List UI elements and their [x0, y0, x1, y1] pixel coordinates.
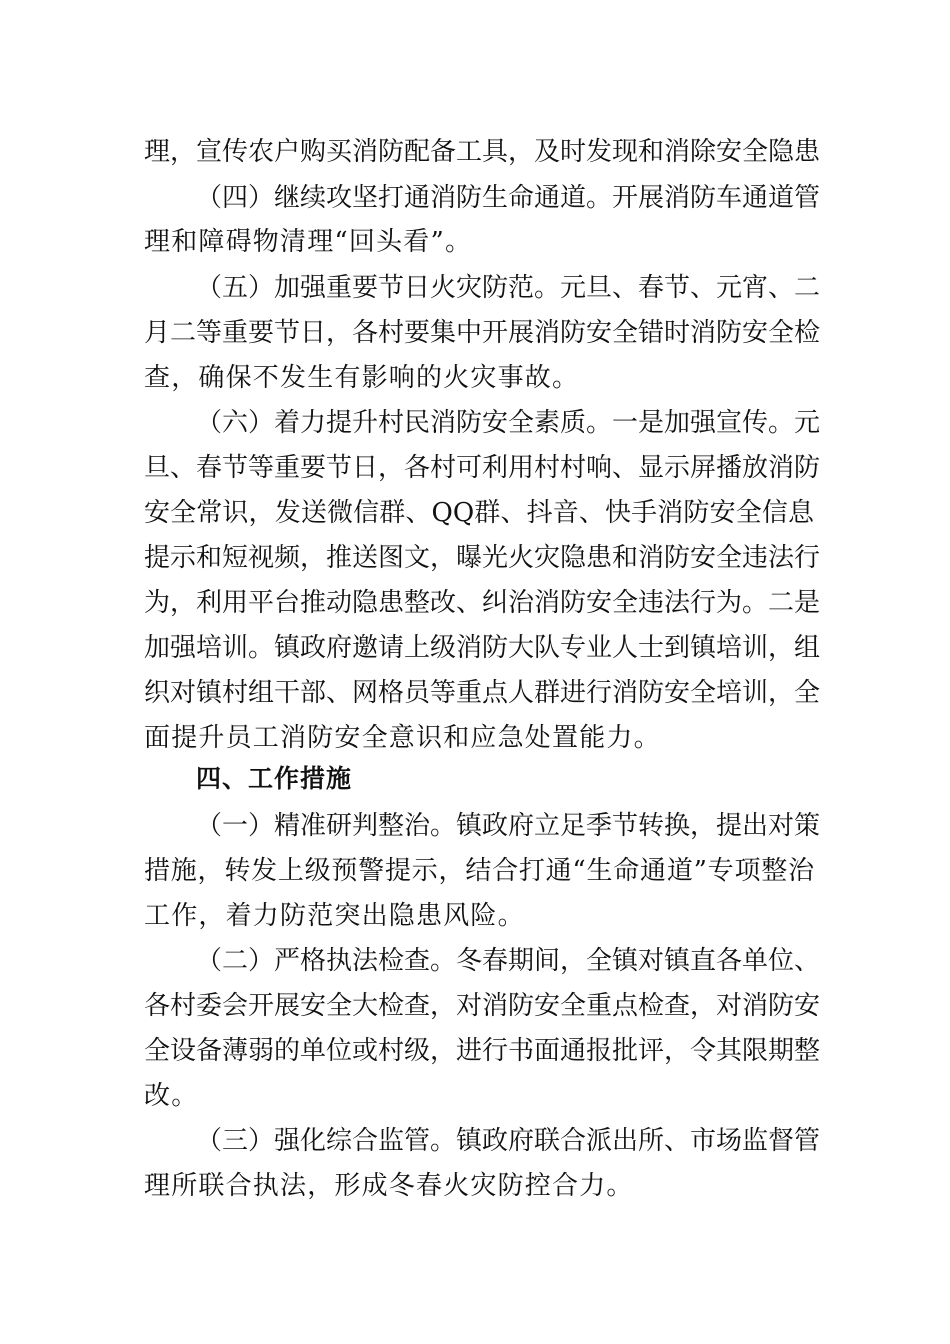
text-line: 理所联合执法，形成冬春火灾防控合力。 — [144, 1171, 634, 1201]
text-line: 各村委会开展安全大检查，对消防安全重点检查，对消防安 — [144, 991, 821, 1021]
text-line: 面提升员工消防安全意识和应急处置能力。 — [144, 723, 661, 753]
text-line: （一）精准研判整治。镇政府立足季节转换，提出对策 — [196, 811, 821, 841]
text-line: 全设备薄弱的单位或村级，进行书面通报批评，令其限期整 — [144, 1036, 821, 1066]
text-line: 理，宣传农户购买消防配备工具，及时发现和消除安全隐患 — [144, 137, 821, 167]
text-line: 织对镇村组干部、网格员等重点人群进行消防安全培训，全 — [144, 678, 821, 708]
text-line: 为，利用平台推动隐患整改、纠治消防安全违法行为。二是 — [144, 588, 821, 618]
text-line: 安全常识，发送微信群、QQ群、抖音、快手消防安全信息 — [144, 498, 814, 528]
text-line: 加强培训。镇政府邀请上级消防大队专业人士到镇培训，组 — [144, 633, 821, 663]
text-line: 理和障碍物清理“回头看”。 — [144, 227, 473, 257]
text-line: （三）强化综合监管。镇政府联合派出所、市场监督管 — [196, 1126, 821, 1156]
text-line: 措施，转发上级预警提示，结合打通“生命通道”专项整治 — [144, 856, 814, 886]
text-line: 工作，着力防范突出隐患风险。 — [144, 901, 525, 931]
text-line: 改。 — [144, 1081, 199, 1111]
text-line: 旦、春节等重要节日，各村可利用村村响、显示屏播放消防 — [144, 453, 821, 483]
section-heading: 四、工作措施 — [196, 764, 353, 793]
text-line: （五）加强重要节日火灾防范。元旦、春节、元宵、二 — [196, 273, 821, 303]
text-line: （六）着力提升村民消防安全素质。一是加强宣传。元 — [196, 408, 821, 438]
text-line: （四）继续攻坚打通消防生命通道。开展消防车通道管 — [196, 183, 821, 213]
text-line: （二）严格执法检查。冬春期间，全镇对镇直各单位、 — [196, 946, 821, 976]
text-line: 提示和短视频，推送图文，曝光火灾隐患和消防安全违法行 — [144, 543, 821, 573]
text-line: 查，确保不发生有影响的火灾事故。 — [144, 363, 580, 393]
text-line: 月二等重要节日，各村要集中开展消防安全错时消防安全检 — [144, 318, 821, 348]
